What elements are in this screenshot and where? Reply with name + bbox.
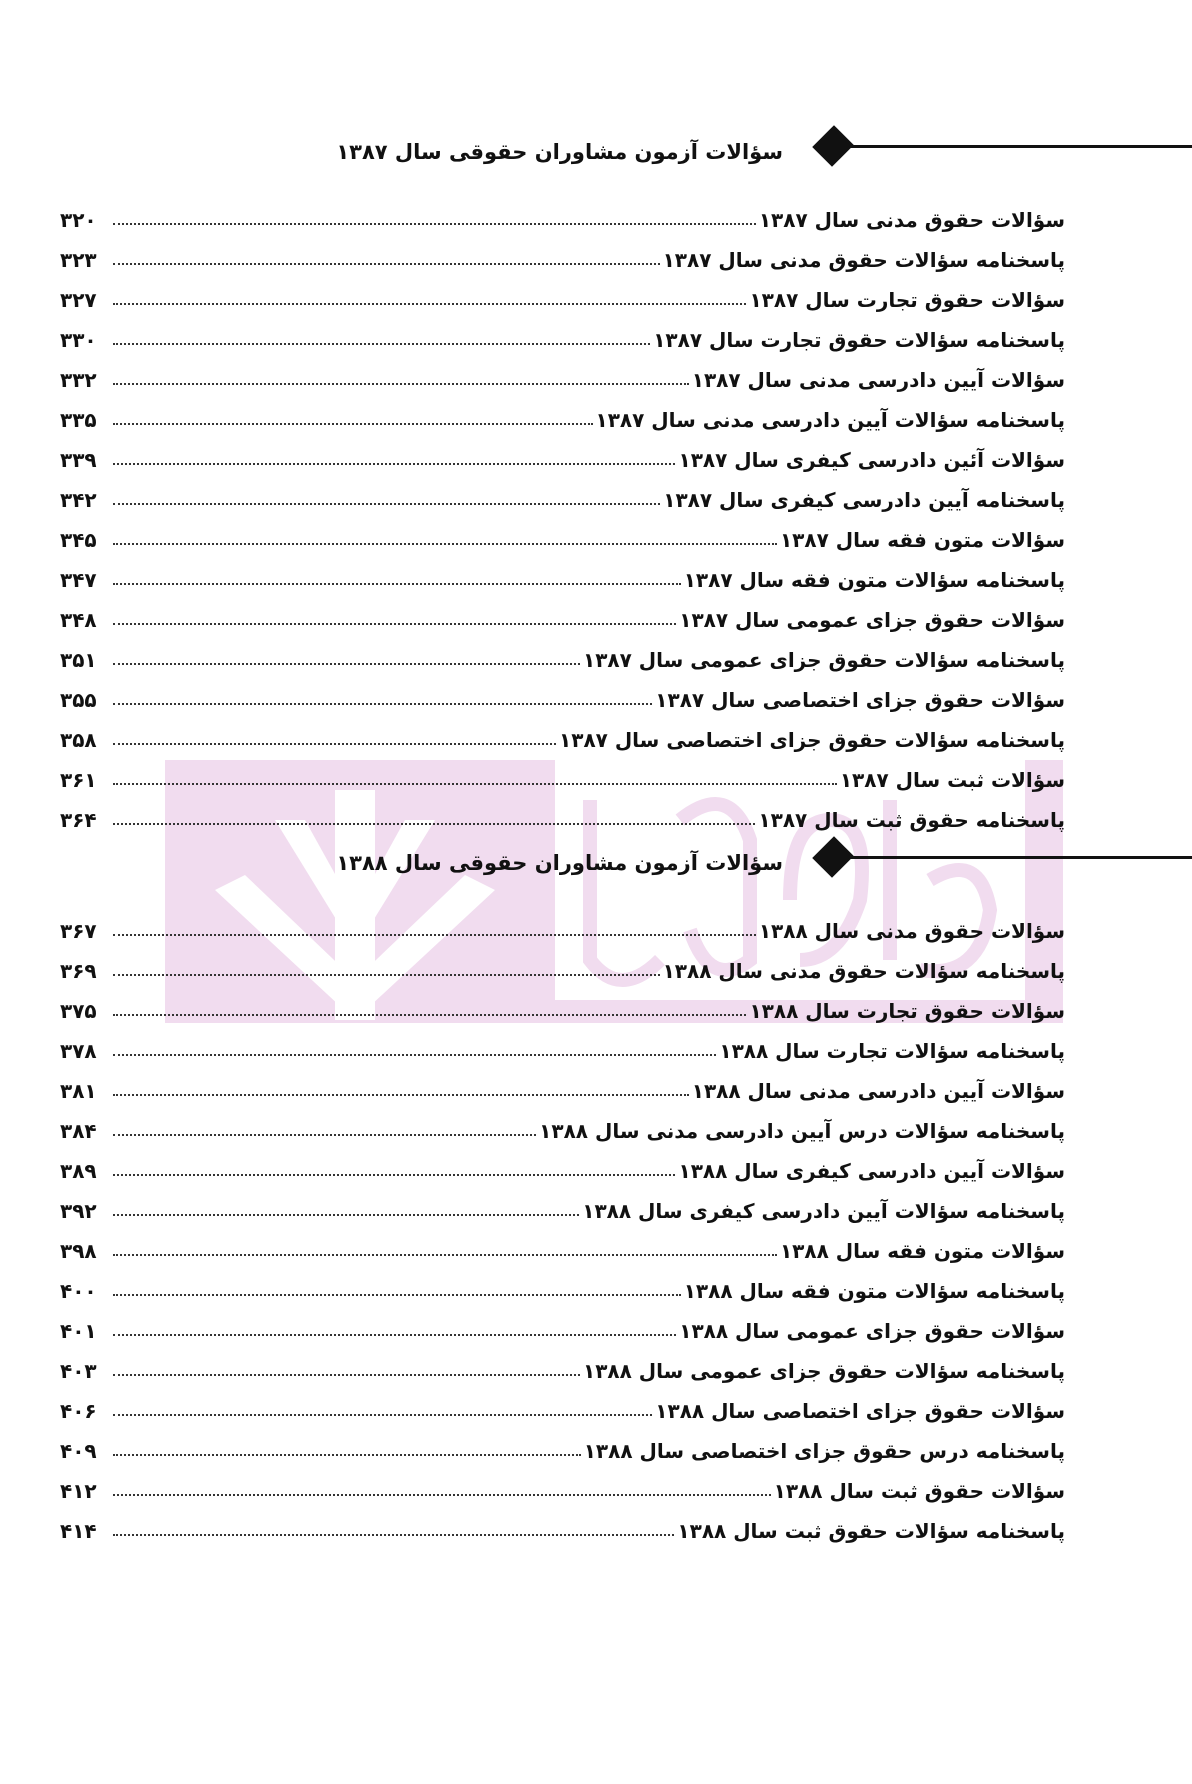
toc-entry-page-number: ۴۰۱ <box>60 1319 97 1343</box>
dot-leader <box>113 1054 716 1056</box>
toc-entry[interactable] <box>60 1183 1065 1223</box>
dot-leader <box>113 1494 771 1496</box>
toc-entry[interactable] <box>60 712 1065 752</box>
toc-entry[interactable] <box>60 1343 1065 1383</box>
toc-entry-title: پاسخنامه آیین دادرسی کیفری سال ۱۳۸۷ <box>663 488 1065 512</box>
toc-entry[interactable] <box>60 1463 1065 1503</box>
dot-leader <box>113 1254 777 1256</box>
toc-entry[interactable] <box>60 272 1065 312</box>
toc-entry-title: پاسخنامه سؤالات حقوق مدنی سال ۱۳۸۸ <box>662 959 1065 983</box>
toc-entry-title: پاسخنامه سؤالات حقوق جزای عمومی سال ۱۳۸۷ <box>583 648 1065 672</box>
toc-entry[interactable] <box>60 592 1065 632</box>
toc-entry-page-number: ۳۵۱ <box>60 648 97 672</box>
toc-entry-page-number: ۳۳۰ <box>60 328 97 352</box>
toc-entry[interactable] <box>60 1143 1065 1183</box>
toc-entry-title: سؤالات آیین دادرسی مدنی سال ۱۳۸۷ <box>691 368 1065 392</box>
toc-entry-page-number: ۳۶۴ <box>60 808 97 832</box>
toc-entry-title: پاسخنامه سؤالات آیین دادرسی کیفری سال ۱۳۸۸ <box>582 1199 1065 1223</box>
toc-entry-page-number: ۴۰۰ <box>60 1279 97 1303</box>
toc-entry-page-number: ۳۸۱ <box>60 1079 97 1103</box>
toc-entry-page-number: ۳۸۹ <box>60 1159 97 1183</box>
dot-leader <box>113 1414 652 1416</box>
dot-leader <box>113 1534 674 1536</box>
diamond-bullet-icon <box>812 125 854 167</box>
dot-leader <box>113 934 756 936</box>
toc-entry-page-number: ۳۵۵ <box>60 688 97 712</box>
toc-entry[interactable] <box>60 1503 1065 1543</box>
toc-entry-title: سؤالات آیین دادرسی مدنی سال ۱۳۸۸ <box>691 1079 1065 1103</box>
dot-leader <box>113 743 556 745</box>
toc-entry[interactable] <box>60 192 1065 232</box>
toc-entry-page-number: ۳۴۵ <box>60 528 97 552</box>
dot-leader <box>113 663 580 665</box>
toc-entry[interactable] <box>60 752 1065 792</box>
toc-entry-title: سؤالات حقوق جزای عمومی سال ۱۳۸۷ <box>679 608 1065 632</box>
dot-leader <box>113 463 675 465</box>
toc-entry[interactable] <box>60 983 1065 1023</box>
toc-entry-title: سؤالات حقوق ثبت سال ۱۳۸۸ <box>773 1479 1065 1503</box>
toc-entry-page-number: ۳۴۷ <box>60 568 97 592</box>
toc-entry-page-number: ۴۱۲ <box>60 1479 97 1503</box>
toc-entry-page-number: ۳۳۵ <box>60 408 97 432</box>
toc-entry-title: سؤالات حقوق تجارت سال ۱۳۸۷ <box>749 288 1065 312</box>
dot-leader <box>113 383 689 385</box>
toc-section-1387 <box>60 140 1065 832</box>
toc-entry-page-number: ۳۹۲ <box>60 1199 97 1223</box>
toc-entry-title: پاسخنامه سؤالات حقوق مدنی سال ۱۳۸۷ <box>662 248 1065 272</box>
toc-entry-page-number: ۳۴۸ <box>60 608 97 632</box>
dot-leader <box>113 343 650 345</box>
toc-entry-title: پاسخنامه سؤالات حقوق تجارت سال ۱۳۸۷ <box>653 328 1065 352</box>
toc-entry-page-number: ۳۴۲ <box>60 488 97 512</box>
toc-entry-page-number: ۳۳۲ <box>60 368 97 392</box>
dot-leader <box>113 1214 579 1216</box>
dot-leader <box>113 1374 580 1376</box>
toc-entry-title: پاسخنامه سؤالات حقوق ثبت سال ۱۳۸۸ <box>677 1519 1065 1543</box>
dot-leader <box>113 1334 676 1336</box>
toc-entry-page-number: ۳۹۸ <box>60 1239 97 1263</box>
toc-entry[interactable] <box>60 943 1065 983</box>
section-heading <box>60 851 1065 903</box>
dot-leader <box>113 303 746 305</box>
toc-entry-page-number: ۳۳۹ <box>60 448 97 472</box>
toc-entry[interactable] <box>60 792 1065 832</box>
toc-entry-title: پاسخنامه سؤالات حقوق جزای اختصاصی سال ۱۳۸۷ <box>559 728 1065 752</box>
toc-entry[interactable] <box>60 392 1065 432</box>
dot-leader <box>113 823 755 825</box>
toc-entry-page-number: ۳۲۰ <box>60 208 97 232</box>
section-title: سؤالات آزمون مشاوران حقوقی سال ۱۳۸۸ <box>336 851 783 875</box>
toc-entry[interactable] <box>60 352 1065 392</box>
heading-rule-line <box>842 145 1192 148</box>
toc-entry-page-number: ۴۰۶ <box>60 1399 97 1423</box>
toc-entry-title: سؤالات متون فقه سال ۱۳۸۷ <box>779 528 1065 552</box>
section-heading <box>60 140 1065 192</box>
dot-leader <box>113 223 756 225</box>
toc-entry[interactable] <box>60 232 1065 272</box>
toc-entry[interactable] <box>60 552 1065 592</box>
toc-entry[interactable] <box>60 1423 1065 1463</box>
toc-entry-page-number: ۳۲۳ <box>60 248 97 272</box>
toc-entry-page-number: ۳۶۱ <box>60 768 97 792</box>
toc-entry-title: پاسخنامه سؤالات متون فقه سال ۱۳۸۷ <box>683 568 1065 592</box>
toc-entry-page-number: ۳۶۹ <box>60 959 97 983</box>
toc-entry-page-number: ۳۷۸ <box>60 1039 97 1063</box>
toc-entry-title: سؤالات حقوق مدنی سال ۱۳۸۷ <box>758 208 1065 232</box>
toc-entry-title: پاسخنامه سؤالات آیین دادرسی مدنی سال ۱۳۸۷ <box>595 408 1065 432</box>
dot-leader <box>113 583 681 585</box>
dot-leader <box>113 263 660 265</box>
dot-leader <box>113 1454 581 1456</box>
toc-entry-page-number: ۳۵۸ <box>60 728 97 752</box>
toc-entry-title: سؤالات آئین دادرسی کیفری سال ۱۳۸۷ <box>678 448 1065 472</box>
toc-entry-title: سؤالات حقوق جزای اختصاصی سال ۱۳۸۷ <box>655 688 1065 712</box>
toc-entry-title: پاسخنامه سؤالات حقوق جزای عمومی سال ۱۳۸۸ <box>583 1359 1065 1383</box>
toc-entry-title: سؤالات حقوق مدنی سال ۱۳۸۸ <box>758 919 1065 943</box>
toc-entry[interactable] <box>60 1063 1065 1103</box>
toc-entry[interactable] <box>60 512 1065 552</box>
toc-entry-page-number: ۳۶۷ <box>60 919 97 943</box>
toc-entry-title: پاسخنامه سؤالات تجارت سال ۱۳۸۸ <box>719 1039 1065 1063</box>
toc-entry[interactable] <box>60 903 1065 943</box>
dot-leader <box>113 1094 689 1096</box>
toc-entry[interactable] <box>60 312 1065 352</box>
toc-entry[interactable] <box>60 472 1065 512</box>
toc-entry-title: پاسخنامه حقوق ثبت سال ۱۳۸۷ <box>758 808 1065 832</box>
toc-entry-title: پاسخنامه سؤالات درس آیین دادرسی مدنی سال ۱۳۸۸ <box>539 1119 1065 1143</box>
toc-entry[interactable] <box>60 1303 1065 1343</box>
dot-leader <box>113 423 593 425</box>
toc-entry-title: سؤالات حقوق جزای عمومی سال ۱۳۸۸ <box>679 1319 1065 1343</box>
heading-rule-line <box>842 856 1192 859</box>
dot-leader <box>113 1174 675 1176</box>
toc-entry[interactable] <box>60 632 1065 672</box>
toc-entry-title: سؤالات حقوق تجارت سال ۱۳۸۸ <box>749 999 1065 1023</box>
toc-entry-page-number: ۳۲۷ <box>60 288 97 312</box>
toc-entry[interactable] <box>60 1023 1065 1063</box>
toc-entry-title: پاسخنامه درس حقوق جزای اختصاصی سال ۱۳۸۸ <box>583 1439 1065 1463</box>
toc-entry-title: پاسخنامه سؤالات متون فقه سال ۱۳۸۸ <box>683 1279 1065 1303</box>
dot-leader <box>113 783 837 785</box>
dot-leader <box>113 1134 536 1136</box>
toc-entry[interactable] <box>60 672 1065 712</box>
dot-leader <box>113 623 676 625</box>
toc-entry[interactable] <box>60 1103 1065 1143</box>
toc-entry[interactable] <box>60 1383 1065 1423</box>
toc-section-1388 <box>60 851 1065 1543</box>
toc-entry-title: سؤالات حقوق جزای اختصاصی سال ۱۳۸۸ <box>655 1399 1065 1423</box>
toc-entry-title: سؤالات آیین دادرسی کیفری سال ۱۳۸۸ <box>678 1159 1065 1183</box>
toc-entry[interactable] <box>60 1263 1065 1303</box>
toc-entry-title: سؤالات ثبت سال ۱۳۸۷ <box>839 768 1065 792</box>
toc-entry-page-number: ۴۱۴ <box>60 1519 97 1543</box>
toc-entry-page-number: ۴۰۳ <box>60 1359 97 1383</box>
dot-leader <box>113 543 777 545</box>
dot-leader <box>113 974 660 976</box>
toc-entry-title: سؤالات متون فقه سال ۱۳۸۸ <box>779 1239 1065 1263</box>
dot-leader <box>113 1294 681 1296</box>
toc-entry-page-number: ۳۷۵ <box>60 999 97 1023</box>
dot-leader <box>113 503 660 505</box>
toc-entry-page-number: ۳۸۴ <box>60 1119 97 1143</box>
toc-entry-page-number: ۴۰۹ <box>60 1439 97 1463</box>
toc-entry[interactable] <box>60 432 1065 472</box>
section-title: سؤالات آزمون مشاوران حقوقی سال ۱۳۸۷ <box>336 140 783 164</box>
dot-leader <box>113 1014 746 1016</box>
toc-entry[interactable] <box>60 1223 1065 1263</box>
dot-leader <box>113 703 652 705</box>
